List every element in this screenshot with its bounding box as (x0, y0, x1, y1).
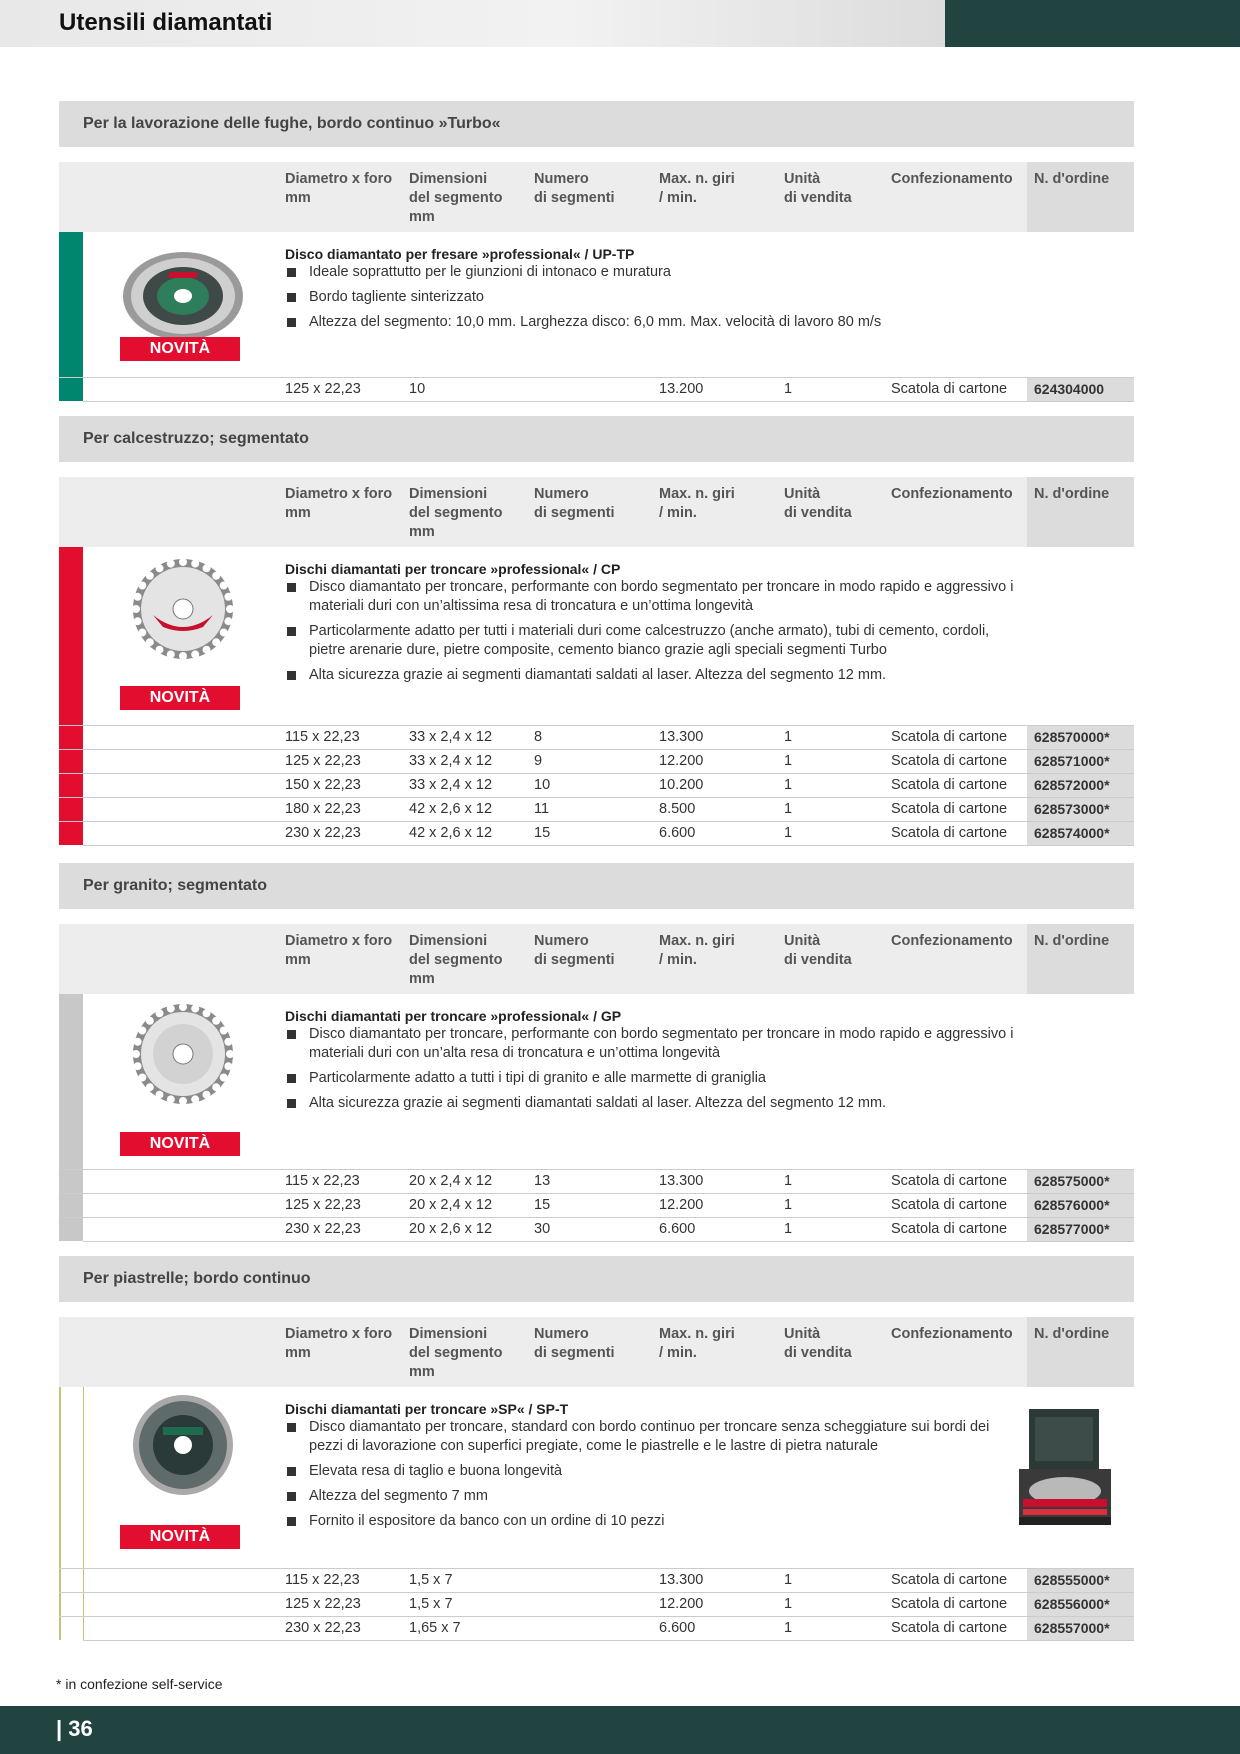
row-stripe (59, 822, 83, 845)
feature-list (285, 263, 1025, 338)
cell-diam: 125 x 22,23 (285, 753, 361, 769)
row-stripe (59, 1218, 83, 1241)
table-row (59, 821, 1134, 845)
cell-unita: 1 (784, 1221, 793, 1237)
cell-unita: 1 (784, 729, 793, 745)
feature-item: Disco diamantato per troncare, performante con bordo segmentato per troncare in modo rapido e aggressivo i materiali duri con un’alta resa di troncatura e un’ottima longevità (285, 1025, 1025, 1063)
cell-order-number: 628573000* (1027, 798, 1134, 821)
cell-dim: 1,65 x 7 (409, 1620, 461, 1636)
column-header-diam: Diametro x foro mm (285, 1326, 393, 1361)
cell-dim: 10 (409, 381, 426, 397)
cell-unita: 1 (784, 1620, 793, 1636)
cell-unita: 1 (784, 825, 793, 841)
cell-diam: 115 x 22,23 (285, 1572, 360, 1588)
feature-item: Alta sicurezza grazie ai segmenti diamantati saldati al laser. Altezza del segmento 12 mm. (285, 666, 1025, 685)
cell-diam: 125 x 22,23 (285, 1197, 361, 1213)
section-title: Per la lavorazione delle fughe, bordo continuo »Turbo« (59, 101, 1134, 147)
column-header-num: Numero di segmenti (534, 933, 615, 968)
footer-bar (0, 1706, 1240, 1754)
column-header-conf: Confezionamento (891, 1326, 1013, 1342)
novita-badge: NOVITÀ (120, 1132, 240, 1156)
product-section (59, 1256, 1134, 1640)
table-header (59, 162, 1134, 232)
bullet-square-icon (287, 268, 296, 277)
product-title: Dischi diamantati per troncare »professional« / CP (285, 561, 621, 577)
feature-item: Elevata resa di taglio e buona longevità (285, 1462, 1025, 1481)
column-header-dim: Dimensioni del segmento mm (409, 171, 503, 225)
table-row (59, 1592, 1134, 1616)
cell-num: 15 (534, 825, 551, 841)
row-stripe (59, 378, 83, 401)
bullet-square-icon (287, 671, 296, 680)
cell-unita: 1 (784, 753, 793, 769)
cell-order-number: 628574000* (1027, 822, 1134, 845)
cell-conf: Scatola di cartone (891, 753, 1008, 769)
product-title: Dischi diamantati per troncare »SP« / SP-T (285, 1401, 569, 1417)
disc-image (121, 1393, 246, 1498)
bullet-square-icon (287, 1492, 296, 1501)
table-row (59, 797, 1134, 821)
table-bottom-rule (83, 401, 1134, 402)
cell-dim: 42 x 2,6 x 12 (409, 801, 493, 817)
cell-giri: 6.600 (659, 1620, 696, 1636)
feature-item: Disco diamantato per troncare, standard con bordo continuo per troncare senza scheggiature sui bordi dei pezzi di lavorazione con superfici pregiate, come le piastrelle e le lastre di pietra naturale (285, 1418, 1025, 1456)
table-row (59, 1169, 1134, 1193)
product-section (59, 863, 1134, 1241)
cell-unita: 1 (784, 1197, 793, 1213)
bullet-square-icon (287, 318, 296, 327)
cell-conf: Scatola di cartone (891, 1596, 1008, 1612)
table-bottom-rule (83, 1241, 1134, 1242)
table-row (59, 377, 1134, 401)
cell-num: 9 (534, 753, 543, 769)
cell-num: 8 (534, 729, 543, 745)
bullet-square-icon (287, 1517, 296, 1526)
cell-num: 30 (534, 1221, 551, 1237)
cell-num: 13 (534, 1173, 551, 1189)
cell-conf: Scatola di cartone (891, 1197, 1008, 1213)
product-body (59, 994, 1134, 1241)
cell-conf: Scatola di cartone (891, 801, 1008, 817)
column-header-giri: Max. n. giri / min. (659, 171, 735, 206)
cell-diam: 125 x 22,23 (285, 1596, 361, 1612)
cell-unita: 1 (784, 1173, 793, 1189)
disc-image (121, 244, 246, 349)
column-header-num: Numero di segmenti (534, 1326, 615, 1361)
cell-order-number: 628555000* (1027, 1569, 1134, 1592)
feature-list (285, 1418, 1025, 1537)
cell-conf: Scatola di cartone (891, 1620, 1008, 1636)
cell-unita: 1 (784, 777, 793, 793)
section-title: Per piastrelle; bordo continuo (59, 1256, 1134, 1302)
product-body (59, 232, 1134, 401)
cell-order-number: 628575000* (1027, 1170, 1134, 1193)
cell-diam: 230 x 22,23 (285, 825, 361, 841)
feature-item: Altezza del segmento: 10,0 mm. Larghezza disco: 6,0 mm. Max. velocità di lavoro 80 m/s (285, 313, 1025, 332)
feature-item: Particolarmente adatto per tutti i materiali duri come calcestruzzo (anche armato), tubi di cemento, cordoli, pietre arenarie dure, pietre composite, cemento bianco grazie agli speciali segmenti Turbo (285, 622, 1025, 660)
cell-giri: 13.200 (659, 381, 704, 397)
table-header (59, 477, 1134, 547)
footnote: * in confezione self-service (56, 1676, 223, 1692)
column-header-unita: Unità di vendita (784, 933, 852, 968)
product-body (59, 1387, 1134, 1640)
cell-dim: 20 x 2,6 x 12 (409, 1221, 493, 1237)
feature-item: Altezza del segmento 7 mm (285, 1487, 1025, 1506)
cell-unita: 1 (784, 1596, 793, 1612)
column-header-ord: N. d'ordine (1034, 171, 1110, 187)
feature-item: Particolarmente adatto a tutti i tipi di granito e alle marmette di graniglia (285, 1069, 1025, 1088)
novita-badge: NOVITÀ (120, 686, 240, 710)
cell-order-number: 628577000* (1027, 1218, 1134, 1241)
cell-order-number: 628571000* (1027, 750, 1134, 773)
product-title: Dischi diamantati per troncare »professional« / GP (285, 1008, 622, 1024)
column-header-diam: Diametro x foro mm (285, 933, 393, 968)
feature-item: Disco diamantato per troncare, performante con bordo segmentato per troncare in modo rapido e aggressivo i materiali duri con un’altissima resa di troncatura e un’ottima longevità (285, 578, 1025, 616)
table-row (59, 1568, 1134, 1592)
bullet-square-icon (287, 627, 296, 636)
page-title: Utensili diamantati (59, 9, 273, 36)
table-row (59, 749, 1134, 773)
table-row (59, 1616, 1134, 1640)
header-accent (945, 0, 1240, 47)
cell-dim: 1,5 x 7 (409, 1572, 453, 1588)
cell-dim: 42 x 2,6 x 12 (409, 825, 493, 841)
row-stripe (59, 1170, 83, 1193)
column-header-giri: Max. n. giri / min. (659, 1326, 735, 1361)
section-stripe (59, 994, 83, 1169)
table-row (59, 725, 1134, 749)
feature-item: Ideale soprattutto per le giunzioni di intonaco e muratura (285, 263, 1025, 282)
column-header-unita: Unità di vendita (784, 1326, 852, 1361)
cell-order-number: 628572000* (1027, 774, 1134, 797)
feature-list (285, 578, 1025, 691)
bullet-square-icon (287, 1099, 296, 1108)
cell-order-number: 628557000* (1027, 1617, 1134, 1640)
cell-dim: 33 x 2,4 x 12 (409, 753, 493, 769)
cell-diam: 230 x 22,23 (285, 1221, 361, 1237)
cell-conf: Scatola di cartone (891, 1572, 1008, 1588)
cell-dim: 20 x 2,4 x 12 (409, 1173, 493, 1189)
cell-giri: 12.200 (659, 1596, 704, 1612)
feature-item: Fornito il espositore da banco con un ordine di 10 pezzi (285, 1512, 1025, 1531)
product-section (59, 416, 1134, 845)
column-header-ord: N. d'ordine (1034, 933, 1110, 949)
column-header-dim: Dimensioni del segmento mm (409, 1326, 503, 1380)
cell-giri: 12.200 (659, 1197, 704, 1213)
cell-diam: 230 x 22,23 (285, 1620, 361, 1636)
column-header-dim: Dimensioni del segmento mm (409, 486, 503, 540)
section-title: Per granito; segmentato (59, 863, 1134, 909)
column-header-conf: Confezionamento (891, 486, 1013, 502)
bullet-square-icon (287, 1423, 296, 1432)
feature-item: Bordo tagliente sinterizzato (285, 288, 1025, 307)
column-header-unita: Unità di vendita (784, 486, 852, 521)
column-header-diam: Diametro x foro mm (285, 486, 393, 521)
cell-giri: 13.300 (659, 729, 704, 745)
table-row (59, 1217, 1134, 1241)
cell-giri: 10.200 (659, 777, 704, 793)
cell-unita: 1 (784, 801, 793, 817)
novita-badge: NOVITÀ (120, 337, 240, 361)
row-stripe (59, 798, 83, 821)
cell-dim: 1,5 x 7 (409, 1596, 453, 1612)
table-row (59, 773, 1134, 797)
cell-conf: Scatola di cartone (891, 729, 1008, 745)
cell-order-number: 628570000* (1027, 726, 1134, 749)
feature-item: Alta sicurezza grazie ai segmenti diamantati saldati al laser. Altezza del segmento 12 mm. (285, 1094, 1025, 1113)
section-stripe (59, 232, 83, 377)
page-number: | 36 (56, 1716, 93, 1741)
disc-image (121, 557, 246, 662)
cell-dim: 33 x 2,4 x 12 (409, 729, 493, 745)
column-header-diam: Diametro x foro mm (285, 171, 393, 206)
cell-giri: 13.300 (659, 1572, 704, 1588)
cell-unita: 1 (784, 381, 793, 397)
cell-order-number: 624304000 (1027, 378, 1134, 401)
cell-diam: 150 x 22,23 (285, 777, 361, 793)
bullet-square-icon (287, 583, 296, 592)
cell-diam: 125 x 22,23 (285, 381, 361, 397)
disc-image (121, 1002, 246, 1107)
cell-dim: 20 x 2,4 x 12 (409, 1197, 493, 1213)
column-header-conf: Confezionamento (891, 171, 1013, 187)
row-stripe (59, 750, 83, 773)
cell-conf: Scatola di cartone (891, 825, 1008, 841)
column-header-ord: N. d'ordine (1034, 1326, 1110, 1342)
bullet-square-icon (287, 1467, 296, 1476)
cell-conf: Scatola di cartone (891, 1221, 1008, 1237)
product-section (59, 101, 1134, 401)
section-title: Per calcestruzzo; segmentato (59, 416, 1134, 462)
column-header-conf: Confezionamento (891, 933, 1013, 949)
cell-conf: Scatola di cartone (891, 1173, 1008, 1189)
cell-giri: 12.200 (659, 753, 704, 769)
novita-badge: NOVITÀ (120, 1525, 240, 1549)
cell-giri: 13.300 (659, 1173, 704, 1189)
cell-order-number: 628576000* (1027, 1194, 1134, 1217)
bullet-square-icon (287, 1074, 296, 1083)
cell-conf: Scatola di cartone (891, 777, 1008, 793)
cell-giri: 8.500 (659, 801, 696, 817)
bullet-square-icon (287, 1030, 296, 1039)
cell-giri: 6.600 (659, 825, 696, 841)
cell-unita: 1 (784, 1572, 793, 1588)
row-stripe (59, 726, 83, 749)
table-bottom-rule (83, 1640, 1134, 1641)
display-stand-image (1009, 1399, 1119, 1537)
table-header (59, 924, 1134, 994)
table-header (59, 1317, 1134, 1387)
row-stripe (59, 1194, 83, 1217)
cell-num: 15 (534, 1197, 551, 1213)
cell-num: 10 (534, 777, 551, 793)
product-title: Disco diamantato per fresare »professional« / UP-TP (285, 246, 635, 262)
column-header-num: Numero di segmenti (534, 171, 615, 206)
column-header-num: Numero di segmenti (534, 486, 615, 521)
section-stripe (59, 547, 83, 725)
bullet-square-icon (287, 293, 296, 302)
cell-giri: 6.600 (659, 1221, 696, 1237)
table-bottom-rule (83, 845, 1134, 846)
cell-num: 11 (534, 801, 550, 817)
column-header-ord: N. d'ordine (1034, 486, 1110, 502)
cell-diam: 115 x 22,23 (285, 1173, 360, 1189)
feature-list (285, 1025, 1025, 1119)
cell-diam: 115 x 22,23 (285, 729, 360, 745)
column-header-unita: Unità di vendita (784, 171, 852, 206)
column-header-giri: Max. n. giri / min. (659, 486, 735, 521)
cell-diam: 180 x 22,23 (285, 801, 361, 817)
product-body (59, 547, 1134, 845)
cell-dim: 33 x 2,4 x 12 (409, 777, 493, 793)
row-stripe (59, 774, 83, 797)
column-header-dim: Dimensioni del segmento mm (409, 933, 503, 987)
cell-conf: Scatola di cartone (891, 381, 1008, 397)
column-header-giri: Max. n. giri / min. (659, 933, 735, 968)
table-row (59, 1193, 1134, 1217)
cell-order-number: 628556000* (1027, 1593, 1134, 1616)
